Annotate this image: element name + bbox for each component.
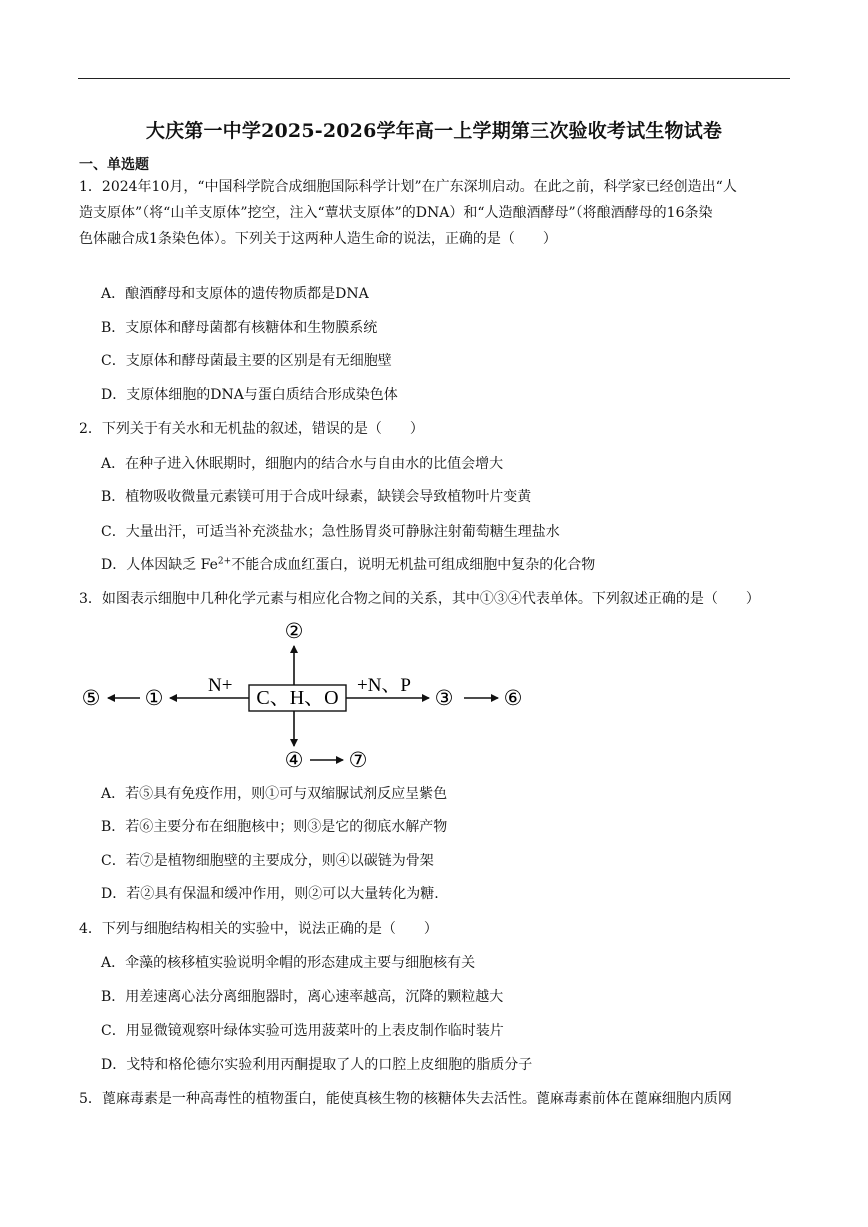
question-1-line-2: 造支原体”（将“山羊支原体”挖空，注入“蕈状支原体”的DNA）和“人造酿酒酵母”（将酿酒酵母的16条染 — [79, 205, 713, 221]
question-3 — [79, 586, 791, 612]
node-5: ⑤ — [81, 686, 101, 710]
question-2-line-1: 2．下列关于有关水和无机盐的叙述，错误的是（ ） — [79, 421, 424, 437]
node-6: ⑥ — [503, 686, 523, 710]
question-1-line-3: 色体融合成1条染色体）。下列关于这两种人造生命的说法，正确的是（ ） — [79, 231, 557, 247]
element-compound-diagram — [78, 612, 548, 782]
q1-option-c[interactable]: C．支原体和酵母菌最主要的区别是有无细胞壁 — [101, 353, 392, 369]
left-arrow-label: N+ — [208, 675, 233, 696]
section-heading: 一、单选题 — [79, 157, 149, 173]
q2-option-a[interactable]: A．在种子进入休眠期时，细胞内的结合水与自由水的比值会增大 — [101, 456, 504, 472]
question-1-line-1: 1．2024年10月，“中国科学院合成细胞国际科学计划”在广东深圳启动。在此之前，科学家已经创造出“人 — [79, 179, 737, 195]
q2-option-d-post: 不能合成血红蛋白，说明无机盐可组成细胞中复杂的化合物 — [231, 557, 596, 573]
question-4 — [79, 916, 791, 942]
node-3: ③ — [434, 686, 454, 710]
q1-option-a[interactable]: A．酿酒酵母和支原体的遗传物质都是DNA — [101, 286, 369, 302]
q4-option-a[interactable]: A．伞藻的核移植实验说明伞帽的形态建成主要与细胞核有关 — [101, 955, 476, 971]
q3-option-a[interactable]: A．若⑤具有免疫作用，则①可与双缩脲试剂反应呈紫色 — [101, 786, 448, 802]
question-1 — [79, 174, 791, 252]
question-5-line-1: 5．蓖麻毒素是一种高毒性的植物蛋白，能使真核生物的核糖体失去活性。蓖麻毒素前体在蓖麻细胞内质网 — [79, 1091, 732, 1107]
question-2 — [79, 416, 791, 442]
q4-option-c[interactable]: C．用显微镜观察叶绿体实验可选用菠菜叶的上表皮制作临时装片 — [101, 1023, 504, 1039]
q1-option-b[interactable]: B．支原体和酵母菌都有核糖体和生物膜系统 — [101, 320, 378, 336]
node-2: ② — [284, 619, 304, 643]
q2-option-b[interactable]: B．植物吸收微量元素镁可用于合成叶绿素，缺镁会导致植物叶片变黄 — [101, 489, 532, 505]
q3-option-d[interactable]: D．若②具有保温和缓冲作用，则②可以大量转化为糖. — [101, 886, 439, 902]
q3-option-b[interactable]: B．若⑥主要分布在细胞核中；则③是它的彻底水解产物 — [101, 819, 448, 835]
q4-option-d[interactable]: D．戈特和格伦德尔实验利用丙酮提取了人的口腔上皮细胞的脂质分子 — [101, 1057, 533, 1073]
q4-option-b[interactable]: B．用差速离心法分离细胞器时，离心速率越高，沉降的颗粒越大 — [101, 989, 504, 1005]
header-rule — [78, 78, 790, 79]
question-3-line-1: 3．如图表示细胞中几种化学元素与相应化合物之间的关系，其中①③④代表单体。下列叙述正确的是（ ） — [79, 591, 760, 607]
q2-option-c[interactable]: C．大量出汗，可适当补充淡盐水；急性肠胃炎可静脉注射葡萄糖生理盐水 — [101, 524, 560, 540]
q2-option-d-pre: D．人体因缺乏 Fe — [101, 557, 218, 573]
right-arrow-label: +N、P — [357, 675, 412, 696]
q2-option-d-charge: 2+ — [217, 556, 232, 567]
center-element-label: C、H、O — [256, 687, 339, 709]
question-5 — [79, 1086, 791, 1112]
node-4: ④ — [284, 748, 304, 772]
node-7: ⑦ — [348, 748, 368, 772]
q2-option-d[interactable] — [101, 553, 595, 577]
question-4-line-1: 4．下列与细胞结构相关的实验中，说法正确的是（ ） — [79, 921, 438, 937]
q3-option-c[interactable]: C．若⑦是植物细胞壁的主要成分，则④以碳链为骨架 — [101, 853, 434, 869]
page-title: 大庆第一中学2025-2026学年高一上学期第三次验收考试生物试卷 — [145, 120, 723, 142]
node-1: ① — [144, 686, 164, 710]
q1-option-d[interactable]: D．支原体细胞的DNA与蛋白质结合形成染色体 — [101, 387, 398, 403]
